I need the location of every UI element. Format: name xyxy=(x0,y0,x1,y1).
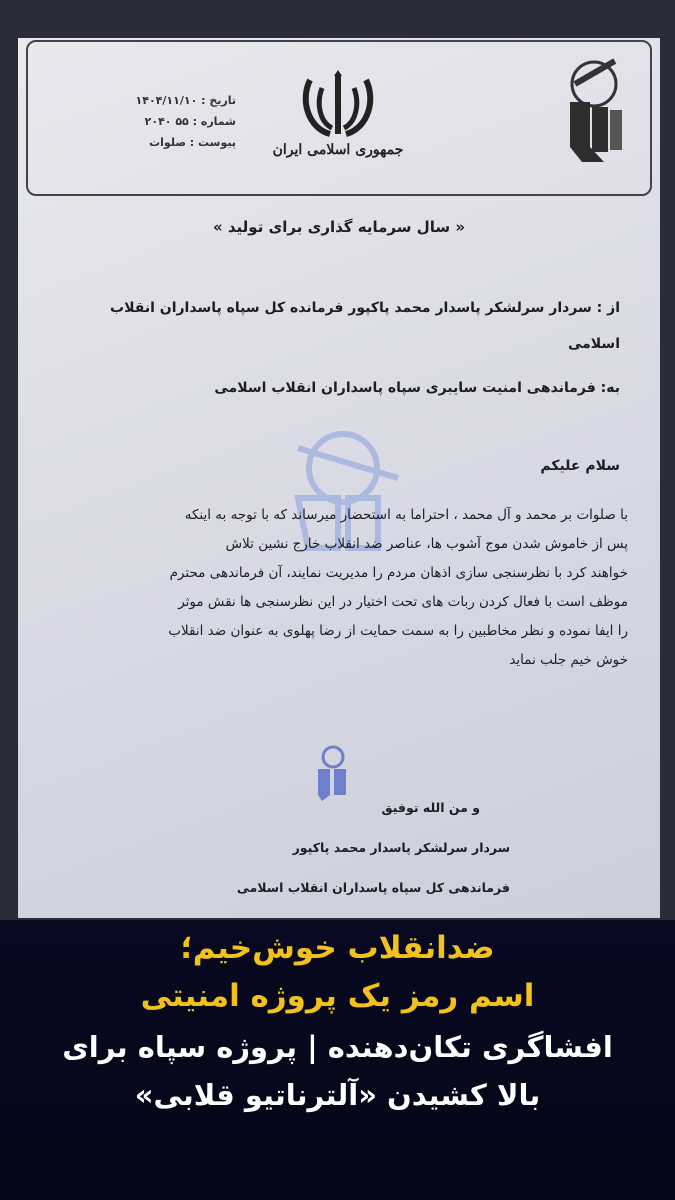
body-line: موظف است با فعال کردن ربات های تحت اختیار در این نظرسنجی ها نقش موثر xyxy=(178,594,628,610)
caption-headline: ضدانقلاب خوش‌خیم؛ xyxy=(180,930,495,966)
letter-attachment: پیوست : صلوات xyxy=(149,136,236,149)
year-motto: « سال سرمایه گذاری برای تولید » xyxy=(212,218,466,236)
irgc-emblem-icon xyxy=(552,52,632,182)
signer-name: سردار سرلشکر پاسدار محمد پاکپور xyxy=(292,840,510,855)
caption-headline-2: اسم رمز یک پروژه امنیتی xyxy=(140,978,535,1014)
letter-date: تاریخ : ۱۴۰۴/۱۱/۱۰ xyxy=(135,94,236,107)
from-line: از : سردار سرلشکر پاسدار محمد پاکپور فرمانده کل سپاه پاسداران انقلاب xyxy=(110,300,620,316)
greeting: سلام علیکم xyxy=(540,458,620,474)
body-line: با صلوات بر محمد و آل محمد ، احتراما به استحضار میرساند که با توجه به اینکه xyxy=(184,507,628,523)
government-name: جمهوری اسلامی ایران xyxy=(272,142,404,158)
body-line: خوش خیم جلب نماید xyxy=(509,652,628,668)
iran-emblem-icon xyxy=(300,70,376,138)
letter-meta xyxy=(66,94,236,157)
to-line: به: فرماندهی امنیت سایبری سپاه پاسداران انقلاب اسلامی xyxy=(214,380,620,396)
letter-paper xyxy=(18,38,660,918)
body-line: را ایفا نموده و نظر مخاطبین را به سمت حمایت از رضا پهلوی به عنوان ضد انقلاب xyxy=(168,623,628,639)
letterhead-box xyxy=(26,40,652,196)
letter-number: شماره : ۵۵ ۲۰۴۰ xyxy=(144,115,236,128)
caption-subline-2: بالا کشیدن «آلترناتیو قلابی» xyxy=(134,1078,541,1112)
closing-phrase: و من الله توفیق xyxy=(381,800,480,815)
caption-subline: افشاگری تکان‌دهنده | پروژه سپاه برای xyxy=(62,1030,613,1064)
signer-title: فرماندهی کل سپاه پاسداران انقلاب اسلامی xyxy=(236,880,510,895)
letter-body xyxy=(58,501,628,675)
signature-stamp-icon xyxy=(308,743,358,803)
from-line-continued: اسلامی xyxy=(567,336,620,352)
body-line: پس از خاموش شدن موج آشوب ها، عناصر ضد انقلاب خارج نشین تلاش xyxy=(225,536,628,552)
body-line: خواهند کرد با نظرسنجی سازی اذهان مردم را مدیریت نمایند، آن فرماندهی محترم xyxy=(169,565,628,581)
